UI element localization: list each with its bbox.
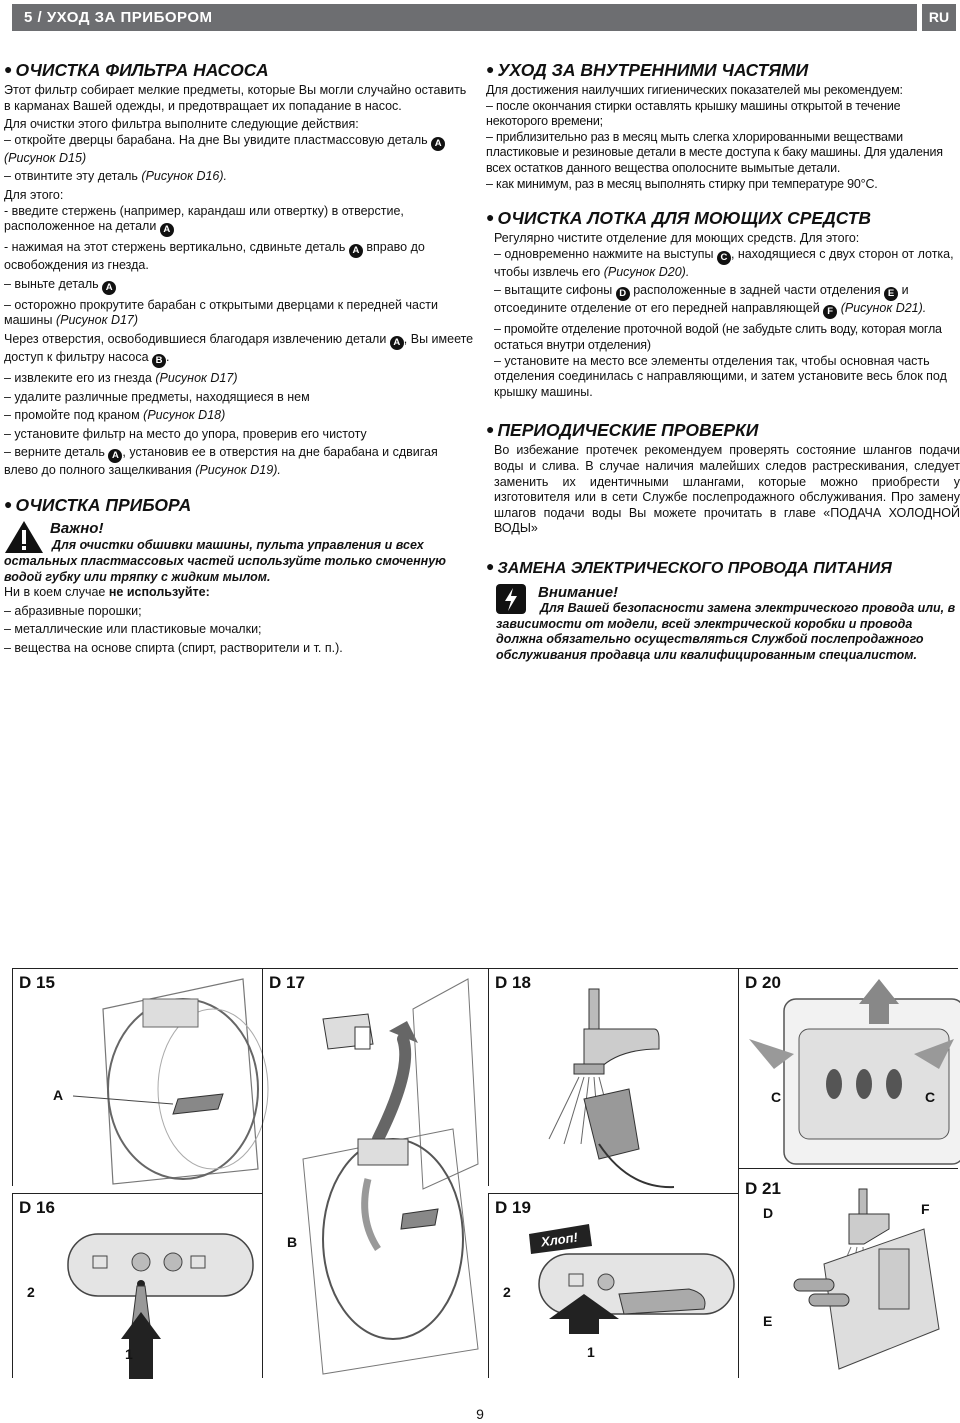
list-item: – одновременно нажмите на выступы C , находящиеся с двух сторон от лотка, чтобы извлечь его (Рисунок D20). (494, 246, 954, 279)
marker-a: A (102, 281, 116, 295)
figure-d20 (738, 968, 958, 1168)
callout-2: 2 (27, 1284, 35, 1300)
callout-b: B (287, 1234, 298, 1250)
figure-label: D 20 (745, 973, 781, 992)
figure-label: D 16 (19, 1198, 55, 1217)
caution-title: Внимание! (538, 583, 619, 601)
marker-a: A (390, 336, 404, 350)
drum-illustration (13, 969, 263, 1187)
marker-f: F (823, 305, 837, 319)
callout-2: 2 (503, 1284, 511, 1300)
paragraph: Ни в коем случае не используйте: (4, 585, 210, 600)
section-header: 5 / УХОД ЗА ПРИБОРОМ (12, 4, 917, 31)
figure-label: D 21 (745, 1179, 781, 1198)
marker-a: A (431, 137, 445, 151)
list-item: – установите на место все элементы отделения так, чтобы основная часть отделения соединилась с направляющими, и затем установите весь блок под крышку машины. (494, 353, 947, 399)
figure-d15 (12, 968, 262, 1186)
callout-d: D (763, 1205, 774, 1221)
list-item: – после окончания стирки оставлять крышку машины открытой в течение некоторого времени; (486, 98, 901, 129)
callout-f: F (921, 1201, 930, 1217)
list-item: – металлические или пластиковые мочалки; (4, 622, 262, 637)
section-title-internal-care: ● УХОД ЗА ВНУТРЕННИМИ ЧАСТЯМИ (486, 60, 809, 80)
callout-1: 1 (587, 1344, 595, 1360)
callout-a: A (53, 1087, 64, 1103)
page-number: 9 (476, 1406, 484, 1422)
list-item: – выньте деталь A (4, 277, 474, 295)
paragraph: Для достижения наилучших гигиенических показателей мы рекомендуем: (486, 83, 903, 97)
caution-text: Для Вашей безопасности замена электрического провода или, в зависимости от модели, всей электрической коробки и провода должна обязательно осуществляться Службой послепродажного обслуживания продавца или квалифицированным специалистом. (496, 600, 956, 663)
figure-d21 (738, 1168, 958, 1378)
paragraph: Через отверстия, освободившиеся благодаря извлечению детали A , Вы имеете доступ к фильтру насоса B . (4, 331, 474, 366)
list-item: - введите стержень (например, карандаш или отвертку) в отверстие, расположенное на детали A (4, 203, 404, 236)
callout-e: E (763, 1313, 773, 1329)
warning-text: Для очистки обшивки машины, пульта управления и всех остальных пластмассовых частей используйте только смоченную водой губку или тряпку с жидким мылом. (4, 537, 446, 584)
list-item: – как минимум, раз в месяц выполнять стирку при температуре 90°C. (486, 176, 878, 191)
warning-title: Важно! (50, 519, 104, 537)
electric-hazard-icon (496, 584, 526, 614)
list-item: – вытащите сифоны D расположенные в задней части отделения E и отсоедините отделение от его передней направляющей F (Рисунок D21). (494, 283, 927, 318)
warning-icon (4, 520, 44, 554)
right-column (486, 58, 960, 664)
tap-rinse-illustration (489, 969, 739, 1187)
callout-c: C (771, 1089, 782, 1105)
marker-c: C (717, 251, 731, 265)
language-badge: RU (922, 4, 956, 31)
marker-a: A (160, 223, 174, 237)
figure-d18 (488, 968, 738, 1186)
figure-label: D 17 (269, 973, 305, 992)
figure-label: D 19 (495, 1198, 531, 1217)
list-item: – осторожно прокрутите барабан с открытыми дверцами к передней части машины (Рисунок D17) (4, 297, 438, 328)
list-item: – промойте под краном (Рисунок D18) (4, 408, 226, 423)
paragraph: Регулярно чистите отделение для моющих средств. Для этого: (494, 231, 860, 246)
clop-label: Хлоп! (540, 1229, 579, 1250)
section-title-appliance-cleaning: ● ОЧИСТКА ПРИБОРА (4, 494, 192, 515)
section-title-power-cord: ● ЗАМЕНА ЭЛЕКТРИЧЕСКОГО ПРОВОДА ПИТАНИЯ (486, 557, 892, 577)
figure-d17 (262, 968, 488, 1378)
section-title-detergent-drawer: ● ОЧИСТКА ЛОТКА ДЛЯ МОЮЩИХ СРЕДСТВ (486, 208, 872, 229)
callout-c: C (925, 1089, 936, 1105)
section-title-periodic-checks: ● ПЕРИОДИЧЕСКИЕ ПРОВЕРКИ (486, 420, 759, 441)
list-item: - нажимая на этот стержень вертикально, сдвиньте деталь A вправо до освобождения из гнезда. (4, 240, 425, 273)
list-item: – установите фильтр на место до упора, проверив его чистоту (4, 426, 367, 441)
list-item: – верните деталь A , установив ее в отверстия на дне барабана и сдвигая влево до полного защелкивания (Рисунок D19). (4, 445, 438, 478)
marker-a: A (349, 244, 363, 258)
detergent-drawer-illustration (739, 969, 959, 1169)
figure-d19 (488, 1193, 738, 1378)
filter-cover-close-illustration (489, 1194, 739, 1379)
marker-e: E (884, 287, 898, 301)
list-item: – удалите различные предметы, находящиеся в нем (4, 389, 310, 404)
figure-label: D 18 (495, 973, 531, 992)
marker-b: B (152, 354, 166, 368)
marker-a: A (108, 449, 122, 463)
list-item: – промойте отделение проточной водой (не забудьте слить воду, которая могла остаться внутри отделения) (494, 322, 942, 352)
figure-label: D 15 (19, 973, 55, 992)
paragraph: Этот фильтр собирает мелкие предметы, которые Вы могли случайно оставить в карманах Вашей одежды, и предотвращает их попадание в насос. (4, 83, 467, 113)
filter-cover-illustration (13, 1194, 263, 1379)
marker-d: D (616, 287, 630, 301)
section-title-pump-filter: ● ОЧИСТКА ФИЛЬТРА НАСОСА (4, 60, 269, 80)
list-item: – отвинтите эту деталь (Рисунок D16). (4, 169, 228, 184)
paragraph: Для очистки этого фильтра выполните следующие действия: (4, 117, 359, 132)
list-item: – абразивные порошки; (4, 603, 142, 618)
paragraph: Во избежание протечек рекомендуем проверять состояние шлангов подачи воды и слива. В случае наличия малейших следов растрескивания, следует заменить их идентичными шлангами, которые можно приобрести у изготовителя или в сети Службе послепродажного обслуживания. Про замену шлагов подачи воды Вы можете прочитать в главе «ПОДАЧА ХОЛОДНОЙ ВОДЫ» (494, 443, 960, 536)
list-item: – приблизительно раз в месяц мыть слегка хлорированными веществами пластиковые и резиновые детали в месте доступа к баку машины. Для удаления всех остатков данного вещества ополосните вымытые детали. (486, 129, 943, 175)
drum-open-illustration (263, 969, 489, 1379)
list-item: – вещества на основе спирта (спирт, растворители и т. п.). (4, 641, 343, 656)
list-item: – извлеките его из гнезда (Рисунок D17) (4, 370, 238, 385)
list-item: – откройте дверцы барабана. На дне Вы увидите пластмассовую деталь A (Рисунок D15) (4, 133, 474, 167)
callout-1: 1 (125, 1346, 133, 1362)
figure-d16 (12, 1193, 262, 1378)
paragraph: Для этого: (4, 187, 64, 202)
left-column (4, 58, 474, 657)
